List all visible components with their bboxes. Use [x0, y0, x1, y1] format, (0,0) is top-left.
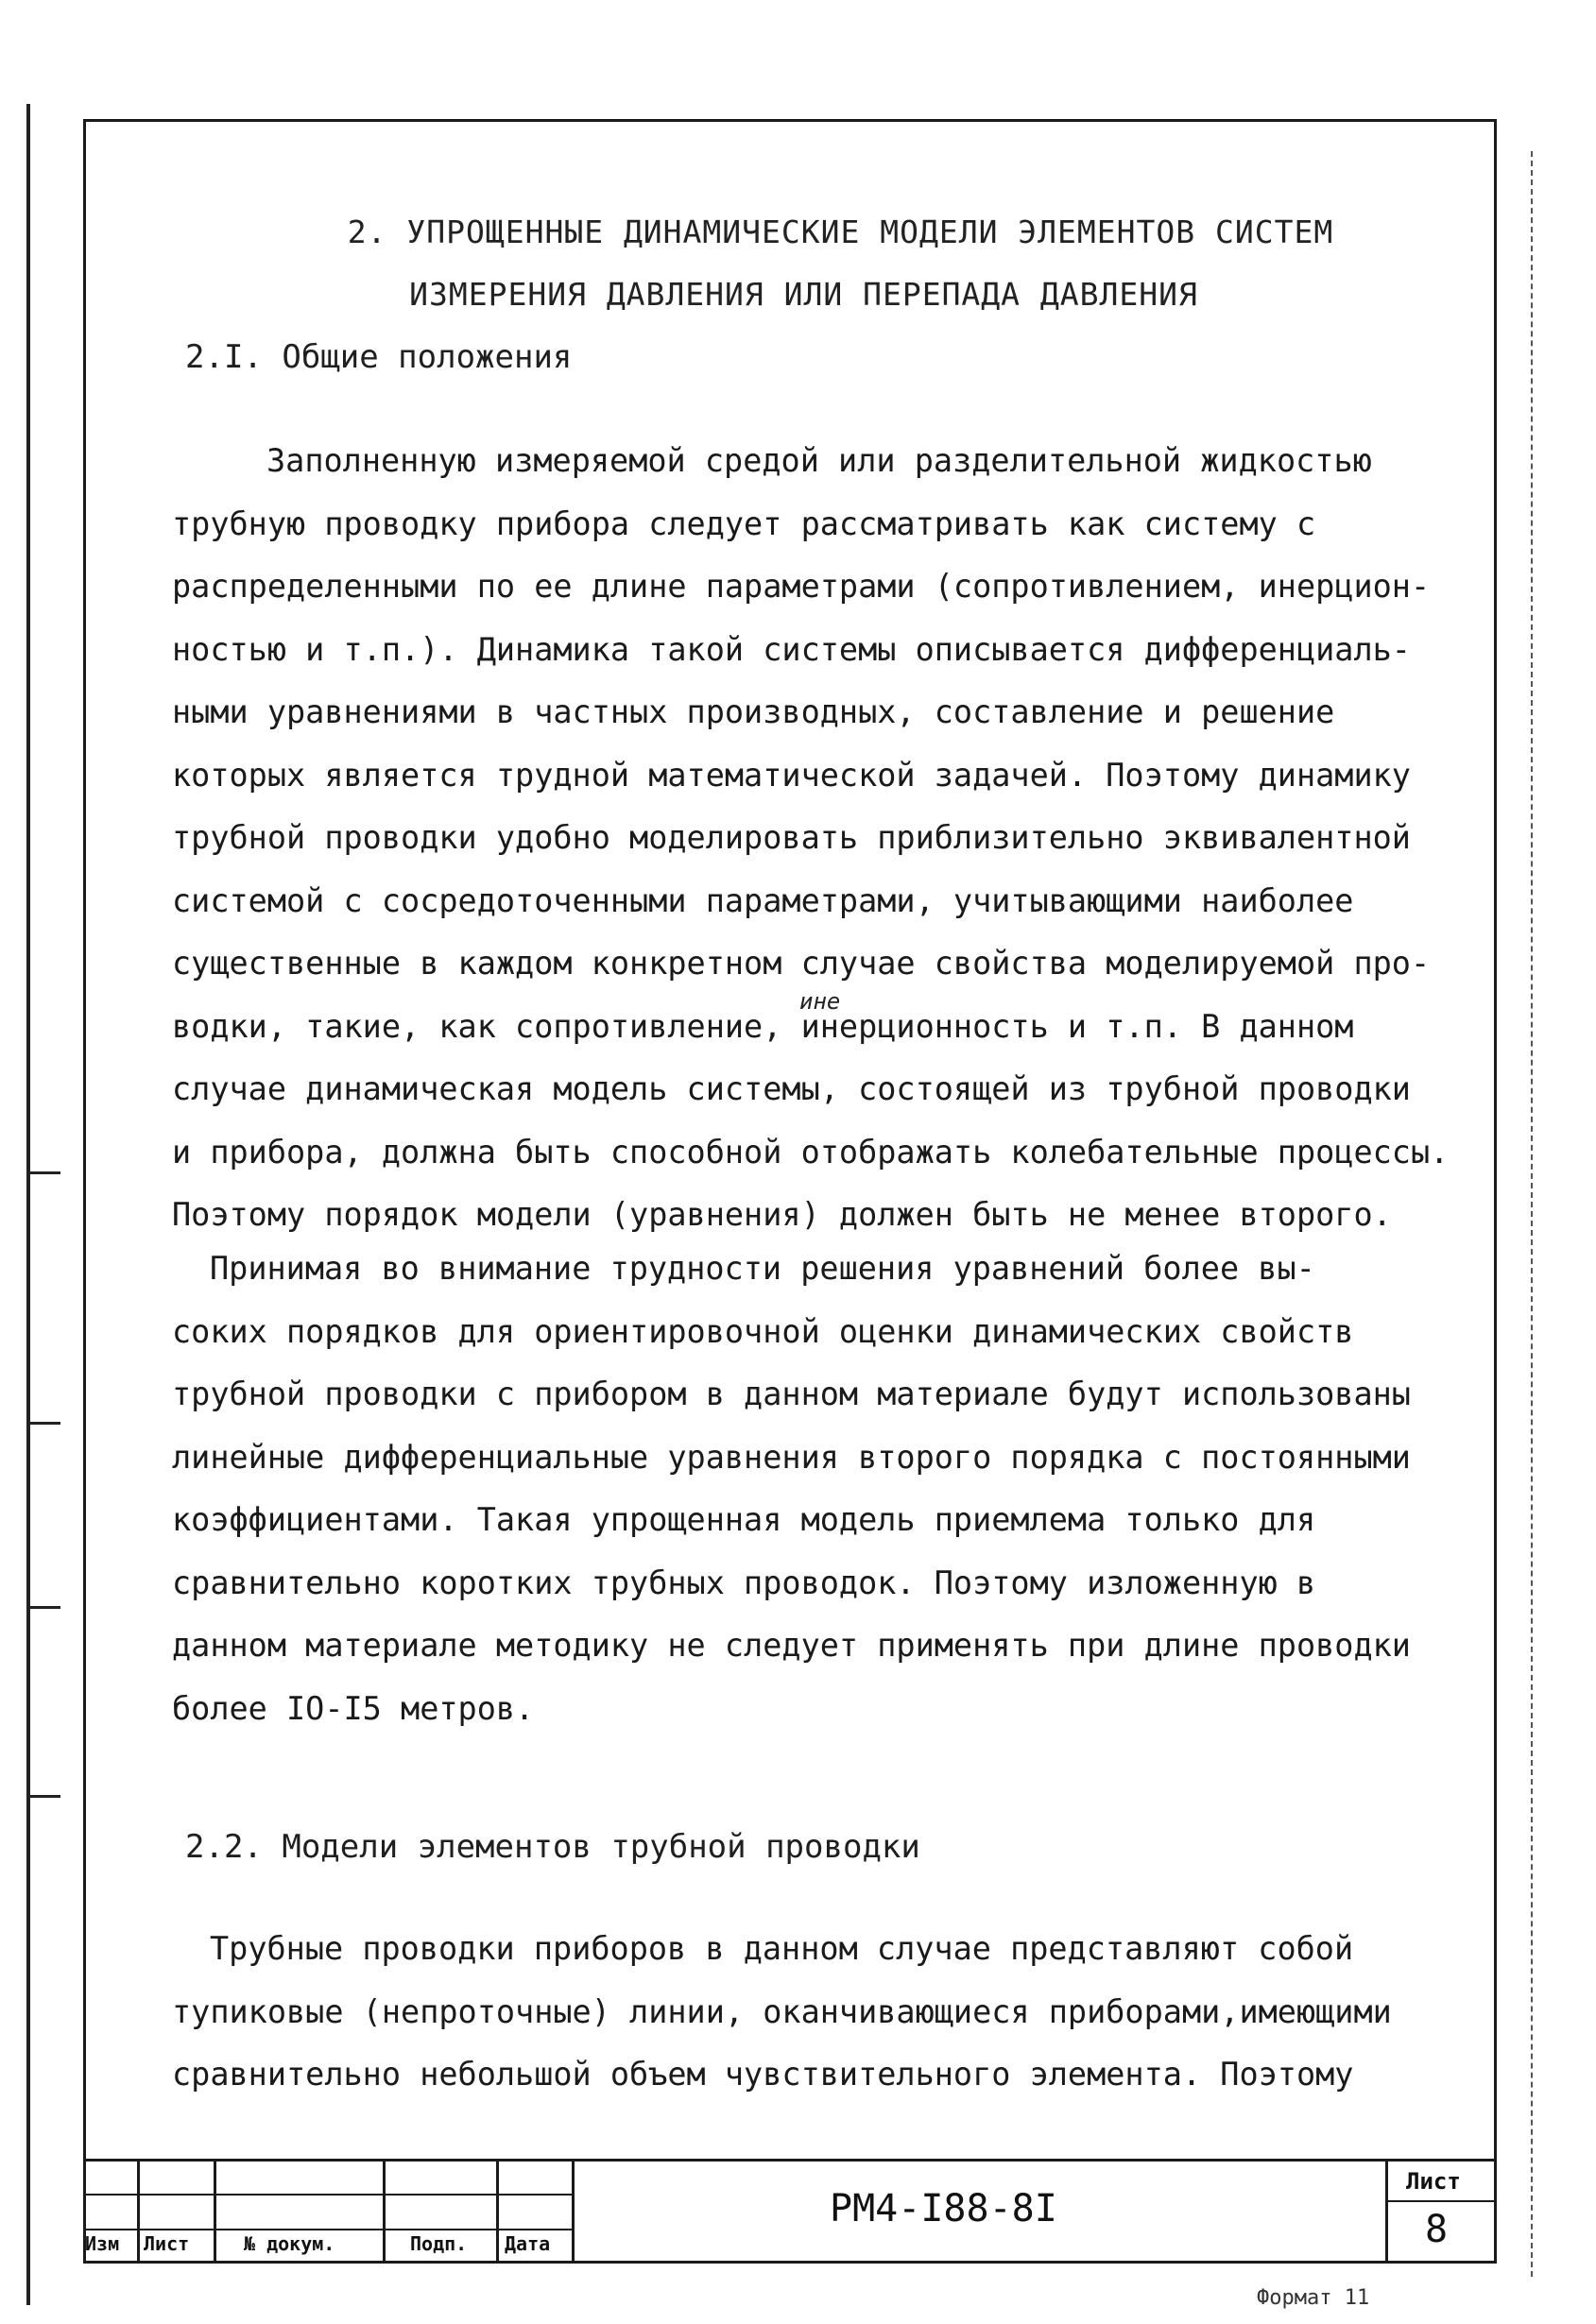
text-line: ными уравнениями в частных производных, составление и решение [172, 693, 1335, 730]
paragraph-2 [172, 1238, 1411, 1740]
col-label-date: Дата [505, 2232, 551, 2255]
text-line: системой с сосредоточенными параметрами, учитывающими наиболее [172, 881, 1354, 919]
section-title-line1: 2. УПРОЩЕННЫЕ ДИНАМИЧЕСКИЕ МОДЕЛИ ЭЛЕМЕНТОВ СИСТЕМ [347, 214, 1334, 250]
title-block-border [83, 2159, 1497, 2162]
text-line: и прибора, должна быть способной отображать колебательные процессы. [172, 1133, 1450, 1171]
text-line: тупиковые (непроточные) линии, оканчивающиеся приборами,имеющими [172, 1992, 1392, 2030]
sheet-number: 8 [1425, 2208, 1449, 2251]
sheet-label: Лист [1406, 2168, 1461, 2195]
subsection-heading-2-1: 2.I. Общие положения [185, 338, 573, 376]
title-block-row-line [83, 2194, 572, 2196]
text-line: случае динамическая модель системы, состоящей из трубной проводки [172, 1070, 1411, 1107]
right-cut-line [1531, 151, 1535, 2277]
col-label-signature: Подп. [410, 2232, 468, 2255]
title-block-row-line [83, 2229, 572, 2230]
text-line: трубной проводки с прибором в данном материале будут использованы [172, 1376, 1411, 1412]
text-line: распределенными по ее длине параметрами (сопротивлением, инерцион- [172, 568, 1431, 605]
section-title-line2: ИЗМЕРЕНИЯ ДАВЛЕНИЯ ИЛИ ПЕРЕПАДА ДАВЛЕНИЯ [409, 276, 1198, 313]
paragraph-3 [172, 1918, 1392, 2107]
col-label-sheet: Лист [144, 2232, 190, 2255]
text-line: существенные в каждом конкретном случае свойства моделируемой про- [172, 945, 1431, 982]
col-label-change: Изм [85, 2232, 120, 2255]
title-block-divider [137, 2159, 140, 2264]
text-line: соких порядков для ориентировочной оценки динамических свойств [172, 1312, 1354, 1350]
handwritten-insertion: ине [799, 988, 841, 1015]
title-block-divider [496, 2159, 499, 2264]
format-label: Формат 11 [1257, 2286, 1370, 2310]
margin-tick [26, 1795, 60, 1798]
title-block [83, 2159, 1497, 2264]
document-code: РМ4-I88-8I [830, 2187, 1057, 2230]
text-line: водки, такие, как сопротивление, инерционность и т.п. В данном [172, 1007, 1354, 1045]
title-block-divider [214, 2159, 216, 2264]
margin-tick [26, 1171, 60, 1174]
text-line: сравнительно коротких трубных проводок. Поэтому изложенную в [172, 1564, 1316, 1601]
margin-tick [26, 1606, 60, 1609]
text-line: ностью и т.п.). Динамика такой системы описывается дифференциаль- [172, 630, 1411, 668]
binding-margin-line [26, 104, 30, 2305]
text-line: данном материале методику не следует применять при длине проводки [172, 1627, 1411, 1664]
text-line: более IO-I5 метров. [172, 1689, 535, 1727]
title-block-row-line [1385, 2200, 1497, 2202]
subsection-heading-2-2: 2.2. Модели элементов трубной проводки [185, 1828, 920, 1866]
text-line: которых является трудной математической задачей. Поэтому динамику [172, 756, 1411, 794]
text-line: Трубные проводки приборов в данном случае представляют собой [210, 1930, 1354, 1967]
text-line: Принимая во внимание трудности решения уравнений более вы- [210, 1250, 1315, 1287]
text-line: трубной проводки удобно моделировать приблизительно эквивалентной [172, 819, 1411, 856]
text-line: Заполненную измеряемой средой или разделительной жидкостью [266, 442, 1372, 479]
title-block-divider [383, 2159, 386, 2264]
text-line: линейные дифференциальные уравнения второго порядка с постоянными [172, 1438, 1411, 1476]
text-line: сравнительно небольшой объем чувствительного элемента. Поэтому [172, 2056, 1354, 2093]
margin-tick [26, 1422, 60, 1425]
text-line: Поэтому порядок модели (уравнения) должен быть не менее второго. [172, 1196, 1392, 1233]
col-label-doc-number: № докум. [244, 2232, 335, 2255]
title-block-divider [1385, 2159, 1388, 2264]
paragraph-1 [172, 430, 1449, 1247]
text-line: трубную проводку прибора следует рассматривать как систему с [172, 504, 1316, 542]
title-block-divider [572, 2159, 575, 2264]
text-line: коэффициентами. Такая упрощенная модель приемлема только для [172, 1501, 1316, 1538]
